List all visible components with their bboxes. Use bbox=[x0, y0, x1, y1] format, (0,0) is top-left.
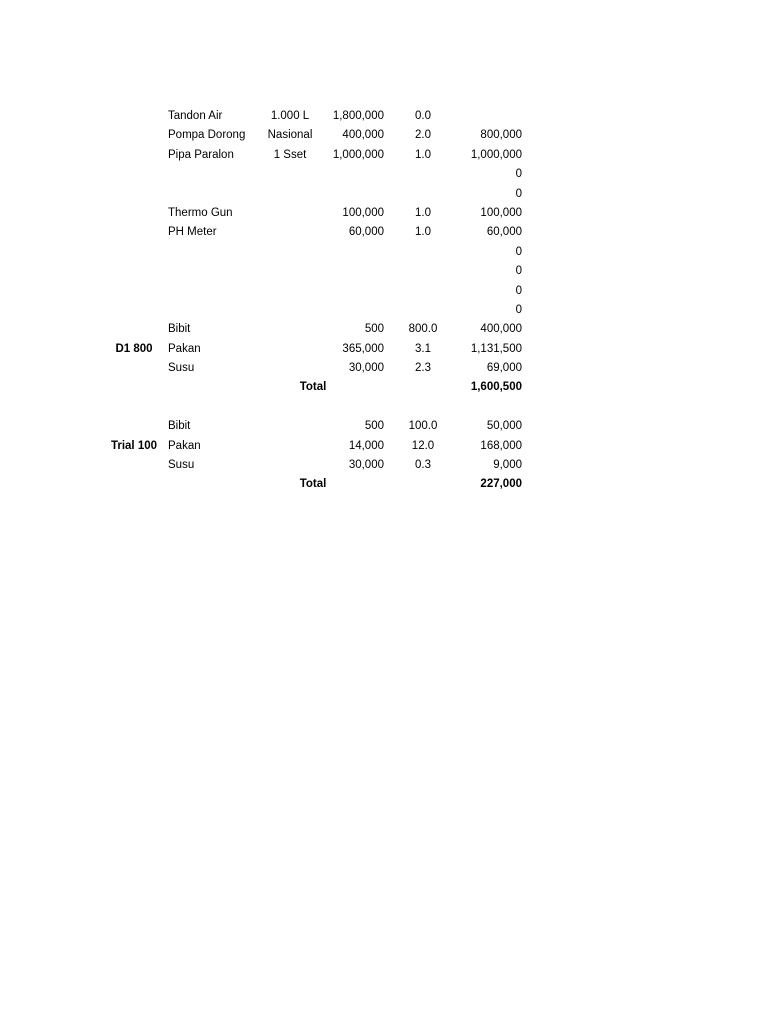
item-total: 0 bbox=[515, 187, 522, 200]
group-trial-100 bbox=[0, 417, 768, 495]
item-total: 50,000 bbox=[486, 420, 522, 433]
item-qty: 1.0 bbox=[415, 226, 431, 239]
item-name: Susu bbox=[168, 362, 195, 375]
item-name: Tandon Air bbox=[168, 110, 223, 122]
table-row bbox=[0, 417, 768, 436]
item-total: 69,000 bbox=[486, 362, 522, 375]
item-spec: Nasional bbox=[267, 129, 313, 142]
item-price: 500 bbox=[364, 420, 384, 433]
item-price: 30,000 bbox=[348, 459, 384, 472]
item-qty: 12.0 bbox=[411, 439, 435, 452]
item-qty: 2.3 bbox=[415, 362, 431, 375]
item-price: 100,000 bbox=[342, 206, 384, 219]
total-value: 227,000 bbox=[480, 478, 522, 491]
item-price: 60,000 bbox=[348, 226, 384, 239]
group-d1-800 bbox=[0, 320, 768, 398]
item-price: 14,000 bbox=[348, 439, 384, 452]
item-qty: 800.0 bbox=[408, 323, 438, 336]
table-row bbox=[0, 165, 768, 184]
item-total: 1,131,500 bbox=[470, 342, 522, 355]
spreadsheet-page bbox=[0, 107, 768, 495]
group-label: D1 800 bbox=[115, 342, 153, 355]
group-label: Trial 100 bbox=[110, 439, 158, 452]
item-total: 0 bbox=[515, 168, 522, 181]
spacer-row bbox=[0, 398, 768, 417]
item-qty: 1.0 bbox=[415, 206, 431, 219]
total-value: 1,600,500 bbox=[470, 381, 522, 394]
table-row bbox=[0, 456, 768, 475]
table-row bbox=[0, 107, 768, 126]
item-name: Bibit bbox=[168, 420, 191, 433]
item-qty: 0.3 bbox=[415, 459, 431, 472]
item-qty: 1.0 bbox=[415, 148, 431, 161]
item-total: 168,000 bbox=[480, 439, 522, 452]
item-total bbox=[440, 107, 522, 126]
table-row bbox=[0, 223, 768, 242]
item-total: 0 bbox=[515, 284, 522, 297]
item-price: 30,000 bbox=[348, 362, 384, 375]
item-qty: 3.1 bbox=[415, 342, 431, 355]
item-price: 500 bbox=[364, 323, 384, 336]
item-total: 100,000 bbox=[480, 206, 522, 219]
item-name: Bibit bbox=[168, 323, 191, 336]
item-price: 1,800,000 bbox=[332, 110, 384, 122]
table-row bbox=[0, 185, 768, 204]
total-label: Total bbox=[299, 478, 327, 491]
item-name bbox=[168, 165, 258, 184]
item-total: 800,000 bbox=[480, 129, 522, 142]
table-row bbox=[0, 340, 768, 359]
item-total: 0 bbox=[515, 245, 522, 258]
item-name bbox=[168, 185, 258, 204]
table-row bbox=[0, 204, 768, 223]
table-row bbox=[0, 262, 768, 281]
table-row bbox=[0, 146, 768, 165]
item-name: Thermo Gun bbox=[168, 206, 233, 219]
item-price: 400,000 bbox=[342, 129, 384, 142]
total-row bbox=[0, 378, 768, 397]
table-row bbox=[0, 282, 768, 301]
item-name: Pakan bbox=[168, 342, 201, 355]
item-spec: 1.000 L bbox=[270, 110, 310, 122]
total-label: Total bbox=[299, 381, 327, 394]
item-spec: 1 Sset bbox=[273, 148, 307, 161]
table-row bbox=[0, 243, 768, 262]
item-qty: 100.0 bbox=[408, 420, 438, 433]
item-total: 0 bbox=[515, 303, 522, 316]
item-name: Pakan bbox=[168, 439, 201, 452]
item-qty: 0.0 bbox=[415, 110, 431, 122]
item-price: 1,000,000 bbox=[332, 148, 384, 161]
table-row bbox=[0, 359, 768, 378]
item-qty: 2.0 bbox=[415, 129, 431, 142]
item-total: 400,000 bbox=[480, 323, 522, 336]
item-price: 365,000 bbox=[342, 342, 384, 355]
item-name: Pompa Dorong bbox=[168, 129, 246, 142]
item-total: 9,000 bbox=[493, 459, 522, 472]
table-row bbox=[0, 126, 768, 145]
table-row bbox=[0, 437, 768, 456]
item-name: Pipa Paralon bbox=[168, 148, 234, 161]
item-total: 60,000 bbox=[486, 226, 522, 239]
total-row bbox=[0, 475, 768, 494]
table-row bbox=[0, 320, 768, 339]
item-name: PH Meter bbox=[168, 226, 217, 239]
item-name: Susu bbox=[168, 459, 195, 472]
item-total: 0 bbox=[515, 265, 522, 278]
table-row bbox=[0, 301, 768, 320]
item-total: 1,000,000 bbox=[470, 148, 522, 161]
